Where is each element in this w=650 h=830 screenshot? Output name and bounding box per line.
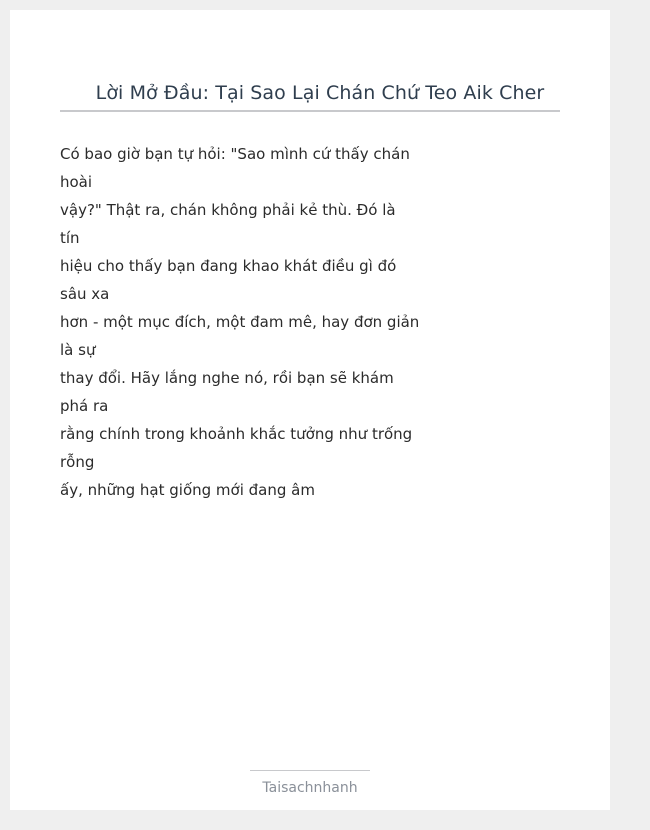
body-line: ấy, những hạt giống mới đang âm bbox=[60, 481, 315, 499]
body-line: Có bao giờ bạn tự hỏi: "Sao mình cứ thấy chán bbox=[60, 145, 410, 163]
body-line: vậy?" Thật ra, chán không phải kẻ thù. Đó là bbox=[60, 201, 396, 219]
body-line: rằng chính trong khoảnh khắc tưởng như trống bbox=[60, 425, 413, 443]
title-divider bbox=[60, 110, 560, 112]
footer-divider bbox=[250, 770, 370, 771]
body-line: thay đổi. Hãy lắng nghe nó, rồi bạn sẽ khám bbox=[60, 369, 394, 387]
document-page bbox=[10, 10, 610, 810]
body-line: hơn - một mục đích, một đam mê, hay đơn giản bbox=[60, 313, 420, 331]
page-title: Lời Mở Đầu: Tại Sao Lại Chán Chứ Teo Aik Cher bbox=[95, 82, 545, 104]
body-line: rỗng bbox=[60, 453, 95, 471]
footer-brand: Taisachnhanh bbox=[262, 780, 358, 796]
body-line: là sự bbox=[60, 341, 96, 359]
body-line: sâu xa bbox=[60, 285, 110, 303]
body-line: tín bbox=[60, 229, 80, 247]
body-line: hiệu cho thấy bạn đang khao khát điều gì đó bbox=[60, 257, 397, 275]
body-line: phá ra bbox=[60, 397, 109, 415]
body-paragraph bbox=[60, 140, 420, 504]
body-line: hoài bbox=[60, 173, 93, 191]
